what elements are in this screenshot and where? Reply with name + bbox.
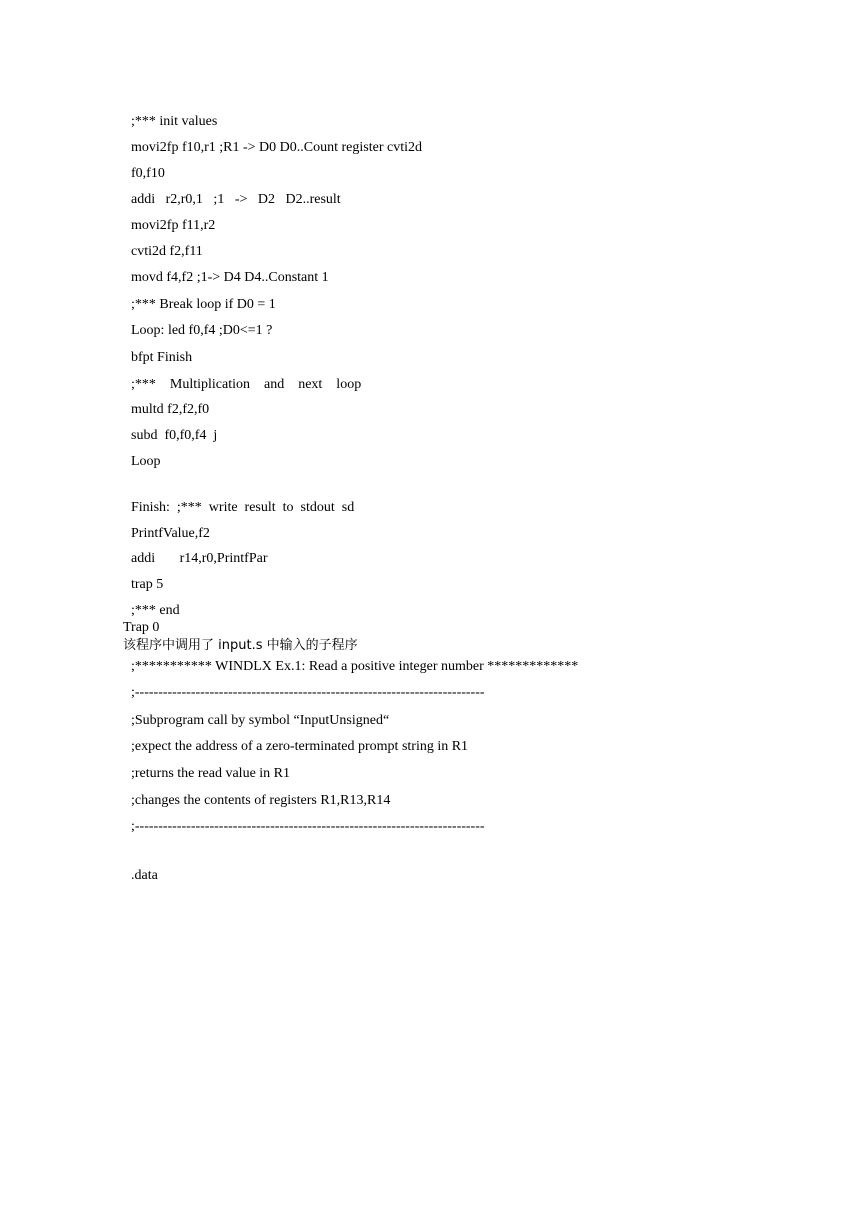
code-line: addi r14,r0,PrintfPar [131,551,268,566]
code-line: .data [131,868,158,883]
code-line: subd f0,f0,f4 j [131,428,218,443]
code-line: ;*** end [131,603,180,618]
code-line: ;*** Multiplication and next loop [131,377,362,392]
code-line: ;*** Break loop if D0 = 1 [131,297,276,312]
code-line: Finish: ;*** write result to stdout sd [131,500,355,515]
code-line: Loop: led f0,f4 ;D0<=1 ? [131,323,273,338]
code-line: PrintfValue,f2 [131,526,210,541]
code-line: f0,f10 [131,166,165,181]
code-line: ;expect the address of a zero-terminated prompt string in R1 [131,739,469,754]
code-line: ;changes the contents of registers R1,R13,R14 [131,793,391,808]
code-line: Loop [131,454,161,469]
chinese-note: 该程序中调用了 input.s 中输入的子程序 [123,638,358,653]
code-line: ;returns the read value in R1 [131,766,291,781]
code-line: ;Subprogram call by symbol “InputUnsigned“ [131,713,390,728]
code-line: multd f2,f2,f0 [131,402,210,417]
code-line: movi2fp f10,r1 ;R1 -> D0 D0..Count register cvti2d [131,140,422,155]
code-line: ;--------------------------------------------------------------------------- [131,685,485,700]
code-line: movd f4,f2 ;1-> D4 D4..Constant 1 [131,270,329,285]
code-line: Trap 0 [123,620,160,635]
code-line: trap 5 [131,577,164,592]
code-line: cvti2d f2,f11 [131,244,203,259]
code-line: ;--------------------------------------------------------------------------- [131,819,485,834]
code-line: bfpt Finish [131,350,193,365]
code-line: movi2fp f11,r2 [131,218,216,233]
code-line: ;*********** WINDLX Ex.1: Read a positive integer number ************* [131,659,579,674]
code-line: ;*** init values [131,114,218,129]
code-line: addi r2,r0,1 ;1 -> D2 D2..result [131,192,341,207]
